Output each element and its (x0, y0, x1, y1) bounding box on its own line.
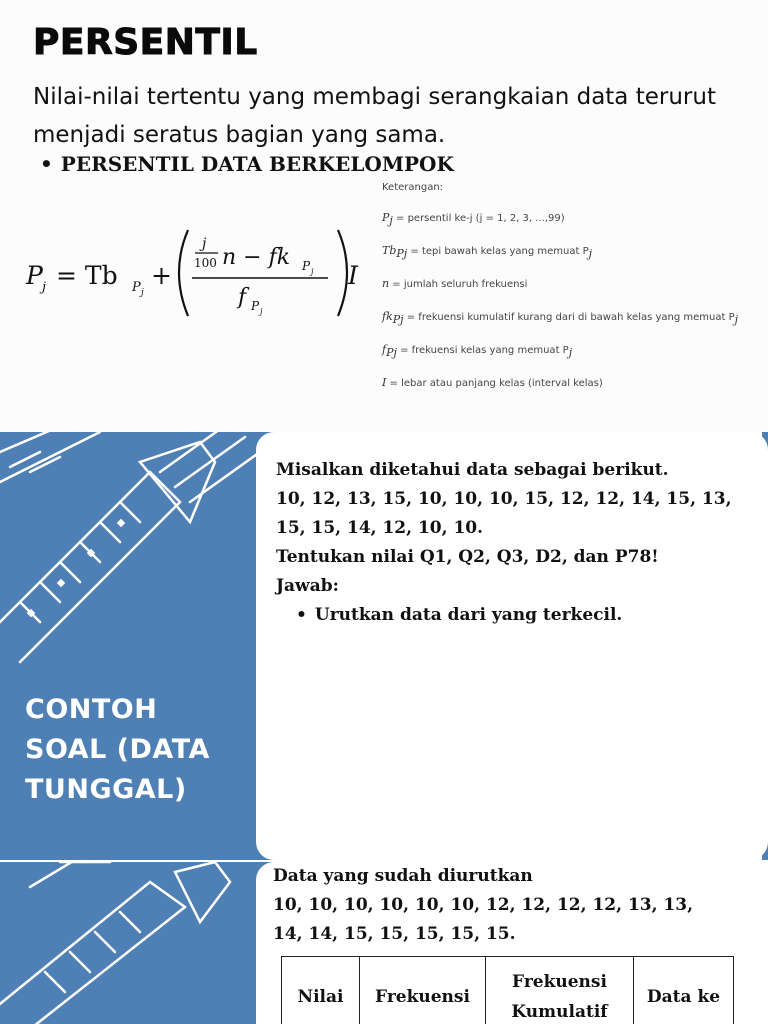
section-bullet-label: PERSENTIL DATA BERKELOMPOK (60, 152, 454, 176)
sorted-label: Data yang sudah diurutkan (273, 866, 533, 886)
col-nilai: Nilai (282, 957, 360, 1024)
sorted-text (273, 862, 763, 949)
legend-row: $P_j$ = persentil ke-j (j = 1, 2, 3, ...,99) (382, 211, 565, 227)
col-data-ke: Data ke (634, 957, 734, 1024)
legend-row: n = jumlah seluruh frekuensi (382, 277, 528, 290)
formula-eq: = Tb (56, 261, 118, 290)
col-frekuensi-kumulatif: Frekuensi Kumulatif (486, 957, 634, 1024)
definition-text: Nilai-nilai tertentu yang membagi serangkaian data terurut menjadi seratus bagian yang sama. (33, 84, 716, 148)
frac-j: j (202, 236, 207, 252)
problem-task: Tentukan nilai Q1, Q2, Q3, D2, dan P78! (276, 547, 659, 567)
formula-den: f (238, 285, 247, 310)
formula-interval: I (348, 261, 358, 290)
page-title: PERSENTIL (33, 22, 258, 63)
answer-step: • Urutkan data dari yang terkecil. (296, 605, 623, 625)
frac-100: 100 (194, 256, 217, 270)
formula-den-sub: P (251, 299, 260, 313)
right-paren (338, 230, 347, 316)
table-header-row (282, 957, 734, 1024)
frequency-table (281, 956, 734, 1024)
legend-row: $f_{Pj}$ = frekuensi kelas yang memuat $P_j$ (382, 343, 573, 359)
legend-row: I = lebar atau panjang kelas (interval kelas) (382, 376, 603, 389)
formula-den-sub2: j (260, 307, 263, 316)
side-panel-top (0, 432, 285, 860)
legend (382, 182, 767, 409)
problem-data-line1: 10, 12, 13, 15, 10, 10, 10, 15, 12, 12, 14, 15, 13, (276, 489, 732, 509)
answer-label: Jawab: (276, 576, 339, 596)
formula-tb-sub: P (132, 280, 141, 295)
bullet-dot-icon: • (40, 152, 53, 176)
side-panel-bottom (0, 862, 285, 1024)
formula-n-term: n − fk (222, 245, 291, 270)
formula-tb-sub2: j (141, 288, 144, 298)
sorted-line2: 14, 14, 15, 15, 15, 15, 15. (273, 924, 516, 944)
formula-svg (20, 222, 370, 322)
header-section (0, 0, 768, 432)
pencil-illustration-icon (0, 432, 285, 692)
problem-intro: Misalkan diketahui data sebagai berikut. (276, 460, 669, 480)
sorted-line1: 10, 10, 10, 10, 10, 10, 12, 12, 12, 12, 13, 13, (273, 895, 694, 915)
legend-row: $fk_{Pj}$ = frekuensi kumulatif kurang dari di bawah kelas yang memuat $P_j$ (382, 310, 739, 326)
bullet-dot-icon: • (296, 605, 307, 625)
problem-text (276, 456, 766, 630)
side-label: CONTOH SOAL (DATA TUNGGAL) (25, 694, 210, 805)
percentile-formula (20, 222, 370, 322)
problem-data-line2: 15, 15, 14, 12, 10, 10. (276, 518, 484, 538)
left-paren (179, 230, 188, 316)
legend-row: $Tb_{Pj}$ = tepi bawah kelas yang memuat $P_j$ (382, 244, 593, 260)
section-bullet (40, 152, 454, 176)
pencil-illustration-icon (0, 862, 285, 1024)
formula-plus: + (151, 261, 172, 290)
formula-fk-sub: P (302, 259, 311, 273)
legend-title: Keterangan: (382, 182, 444, 193)
formula-lhs: P (26, 261, 43, 290)
col-frekuensi: Frekuensi (360, 957, 486, 1024)
formula-fk-sub2: j (311, 267, 314, 276)
formula-lhs-sub: j (42, 280, 47, 295)
